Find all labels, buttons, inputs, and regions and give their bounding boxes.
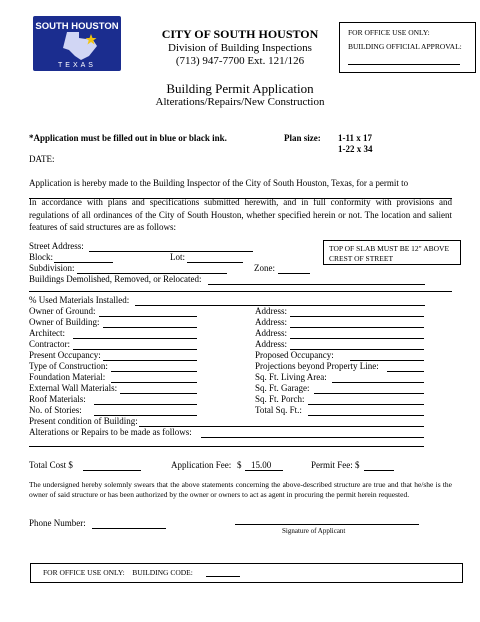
total-sqft-field[interactable]: [308, 415, 424, 416]
form-title: Building Permit Application: [166, 81, 314, 96]
projections-label: Projections beyond Property Line:: [255, 361, 379, 371]
owner-ground-label: Owner of Ground:: [29, 306, 96, 316]
present-occupancy-label: Present Occupancy:: [29, 350, 101, 360]
official-approval-label: BUILDING OFFICIAL APPROVAL:: [348, 42, 462, 51]
office-use-box: [339, 22, 476, 73]
division-phone: (713) 947-7700 Ext. 121/126: [175, 55, 305, 67]
application-fee-label: Application Fee:: [171, 460, 232, 470]
contractor-address-label: Address:: [255, 339, 287, 349]
proposed-occupancy-label: Proposed Occupancy:: [255, 350, 334, 360]
logo-top-text: SOUTH HOUSTON: [35, 21, 119, 32]
foundation-label: Foundation Material:: [29, 372, 106, 382]
declaration-text: The undersigned hereby solemnly swears that the above statements concerning the above-described structure are true and that he/she is the owner of said structure or has been authorized by the owner or owners to act as agent in procuring the permit herein requested.: [29, 480, 452, 499]
owner-building-label: Owner of Building:: [29, 317, 100, 327]
lot-label: Lot:: [170, 252, 185, 262]
street-address-label: Street Address:: [29, 241, 84, 251]
architect-address-label: Address:: [255, 328, 287, 338]
ink-notice: *Application must be filled out in blue or black ink.: [29, 133, 227, 143]
owner-ground-address-field[interactable]: [290, 316, 424, 317]
alterations-label: Alterations or Repairs to be made as follows:: [29, 427, 192, 437]
owner-building-address-field[interactable]: [290, 327, 424, 328]
building-code-field[interactable]: [206, 576, 240, 577]
owner-ground-address-label: Address:: [255, 306, 287, 316]
division-name: Division of Building Inspections: [168, 42, 312, 54]
total-cost-field[interactable]: [83, 470, 141, 471]
type-construction-label: Type of Construction:: [29, 361, 108, 371]
application-fee-value: 15.00: [251, 460, 272, 470]
application-fee-field: [245, 470, 283, 471]
lot-field[interactable]: [187, 262, 243, 263]
present-occupancy-field[interactable]: [103, 360, 197, 361]
owner-building-address-label: Address:: [255, 317, 287, 327]
zone-label: Zone:: [254, 263, 275, 273]
garage-field[interactable]: [314, 393, 424, 394]
porch-field[interactable]: [308, 404, 424, 405]
porch-label: Sq. Ft. Porch:: [255, 394, 305, 404]
application-fee-currency: $: [237, 460, 242, 470]
present-condition-label: Present condition of Building:: [29, 416, 138, 426]
external-wall-field[interactable]: [120, 393, 197, 394]
garage-label: Sq. Ft. Garage:: [255, 383, 310, 393]
architect-field[interactable]: [73, 338, 197, 339]
subdivision-label: Subdivision:: [29, 263, 75, 273]
office-building-code-box: [30, 563, 463, 583]
official-approval-field[interactable]: [348, 64, 460, 65]
alterations-field-line2[interactable]: [29, 446, 424, 447]
owner-ground-field[interactable]: [99, 316, 197, 317]
signature-field[interactable]: [235, 524, 419, 525]
roof-field[interactable]: [94, 404, 197, 405]
demolished-field[interactable]: [208, 284, 425, 285]
date-label: DATE:: [29, 154, 55, 164]
demolished-field-continued[interactable]: [29, 291, 452, 292]
office-use-label: FOR OFFICE USE ONLY:: [348, 28, 430, 37]
alterations-field-end[interactable]: [396, 437, 424, 438]
plan-size-1: 1-11 x 17: [338, 133, 373, 143]
roof-label: Roof Materials:: [29, 394, 86, 404]
architect-address-field[interactable]: [290, 338, 424, 339]
form-subtitle: Alterations/Repairs/New Construction: [155, 96, 325, 108]
stories-label: No. of Stories:: [29, 405, 82, 415]
living-area-field[interactable]: [332, 382, 424, 383]
block-label: Block:: [29, 252, 53, 262]
building-code-label: FOR OFFICE USE ONLY: BUILDING CODE:: [43, 568, 193, 577]
projections-field[interactable]: [387, 371, 424, 372]
foundation-field[interactable]: [111, 382, 197, 383]
demolished-label: Buildings Demolished, Removed, or Relocated:: [29, 274, 202, 284]
total-sqft-label: Total Sq. Ft.:: [255, 405, 302, 415]
city-name: CITY OF SOUTH HOUSTON: [161, 27, 319, 41]
plan-size-2: 1-22 x 34: [338, 144, 373, 154]
application-text: Application is hereby made to the Building Inspector of the City of South Houston, Texas, for a permit to: [29, 178, 409, 188]
permit-fee-field[interactable]: [364, 470, 394, 471]
total-cost-label: Total Cost $: [29, 460, 73, 470]
permit-fee-label: Permit Fee: $: [311, 460, 360, 470]
owner-building-field[interactable]: [103, 327, 197, 328]
plan-size-label: Plan size:: [284, 133, 321, 143]
external-wall-label: External Wall Materials:: [29, 383, 118, 393]
phone-field[interactable]: [92, 528, 166, 529]
phone-label: Phone Number:: [29, 518, 86, 528]
slab-notice: TOP OF SLAB MUST BE 12" ABOVE CREST OF STREET: [323, 240, 461, 265]
used-materials-label: % Used Materials Installed:: [29, 295, 130, 305]
alterations-field[interactable]: [201, 437, 424, 438]
contractor-label: Contractor:: [29, 339, 70, 349]
signature-label: Signature of Applicant: [282, 527, 346, 535]
architect-label: Architect:: [29, 328, 65, 338]
used-materials-field-end[interactable]: [396, 305, 424, 306]
city-logo: [33, 16, 121, 71]
logo-bottom-text: TEXAS: [58, 62, 96, 69]
type-construction-field[interactable]: [111, 371, 197, 372]
conformity-text: In accordance with plans and specifications submitted herewith, and in full conformity with provisions and regulations of all ordinances of the City of South Houston, whether specified herein or not. The location and salient features of said structures are as follows:: [29, 197, 452, 232]
zone-field[interactable]: [278, 273, 310, 274]
living-area-label: Sq. Ft. Living Area:: [255, 372, 327, 382]
